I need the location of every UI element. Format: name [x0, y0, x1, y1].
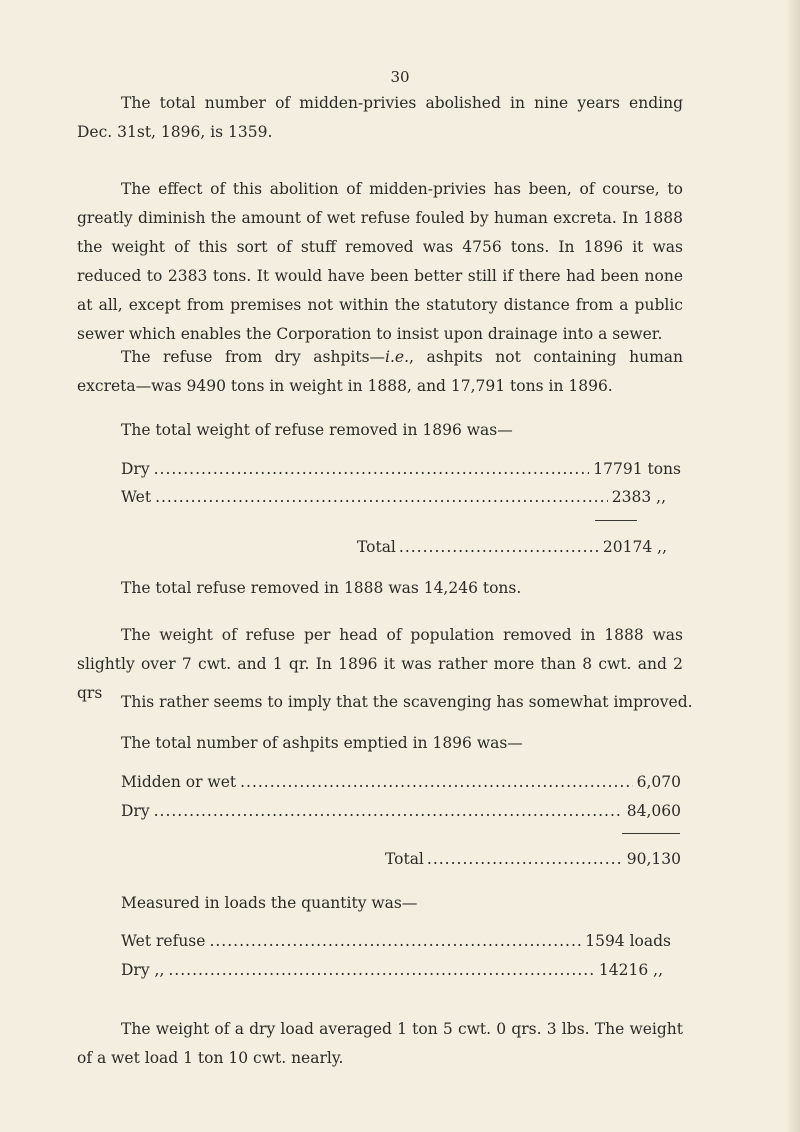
row-value: 17791 tons: [593, 460, 681, 478]
total-label: Total: [385, 850, 424, 868]
total-row: [357, 538, 667, 560]
paragraph-total-weight-intro: The total weight of refuse removed in 1896 was—: [121, 421, 513, 439]
paragraph-midden-privies-abolished: The total number of midden-privies abolished in nine years ending Dec. 31st, 1896, is 1359.: [77, 94, 683, 141]
total-value: 20174 ,,: [602, 538, 667, 556]
row-label: Dry ,,: [121, 961, 165, 979]
paragraph-weight-per-head: The weight of refuse per head of population removed in 1888 was slightly over 7 cwt. and 1 qr. In 1896 it was rather more than 8 cwt. and 2 qrs: [77, 626, 683, 702]
paragraph-total-1888: The total refuse removed in 1888 was 14,246 tons.: [121, 579, 522, 597]
row-value: 14216 ,,: [598, 961, 663, 979]
table-row: [121, 773, 681, 795]
paragraph-abolition-effect: The effect of this abolition of midden-privies has been, of course, to greatly diminish the amount of wet refuse fouled by human excreta. In 1888 the weight of this sort of stuff removed was 4756 tons. In 1896 it was reduced to 2383 tons. It would have been better still if there had been none at all, except from premises not within the statutory distance from a public sewer which enables the Corporation to insist upon drainage into a sewer.: [77, 180, 683, 343]
paragraph-dry-ashpits: The refuse from dry ashpits—i.e., ashpits not containing human excreta—was 9490 tons in weight in 1888, and 17,791 tons in 1896.: [77, 348, 684, 395]
leader-dots: [154, 460, 590, 478]
leader-dots: [155, 488, 608, 506]
paragraph-load-weights: The weight of a dry load averaged 1 ton 5 cwt. 0 qrs. 3 lbs. The weight of a wet load 1 ton 10 cwt. nearly.: [77, 1020, 683, 1067]
row-value: 6,070: [636, 773, 681, 791]
leader-dots: [168, 961, 595, 979]
row-value: 1594 loads: [585, 932, 671, 950]
row-label: Dry: [121, 460, 150, 478]
total-label: Total: [357, 538, 396, 556]
leader-dots: [240, 773, 633, 791]
page-number: 30: [390, 68, 410, 86]
row-label: Wet: [121, 488, 152, 506]
table-row: [121, 961, 663, 983]
leader-dots: [154, 802, 623, 820]
sum-rule: [595, 520, 637, 521]
row-label: Dry: [121, 802, 150, 820]
leader-dots: [427, 850, 624, 868]
table-row: [121, 932, 671, 954]
leader-dots: [209, 932, 581, 950]
table-row: [121, 802, 681, 824]
page-edge-shading: [786, 0, 800, 1132]
leader-dots: [399, 538, 600, 556]
paragraph-ashpits-emptied-intro: The total number of ashpits emptied in 1896 was—: [121, 734, 523, 752]
table-row: [121, 460, 681, 482]
table-row: [121, 488, 666, 510]
row-value: 84,060: [626, 802, 681, 820]
total-row: [385, 850, 681, 872]
paragraph-loads-intro: Measured in loads the quantity was—: [121, 894, 418, 912]
row-value: 2383 ,,: [611, 488, 666, 506]
total-value: 90,130: [626, 850, 681, 868]
row-label: Wet refuse: [121, 932, 206, 950]
row-label: Midden or wet: [121, 773, 237, 791]
paragraph-scavenging-improved: This rather seems to imply that the scavenging has somewhat improved.: [121, 693, 693, 711]
sum-rule: [622, 833, 680, 834]
